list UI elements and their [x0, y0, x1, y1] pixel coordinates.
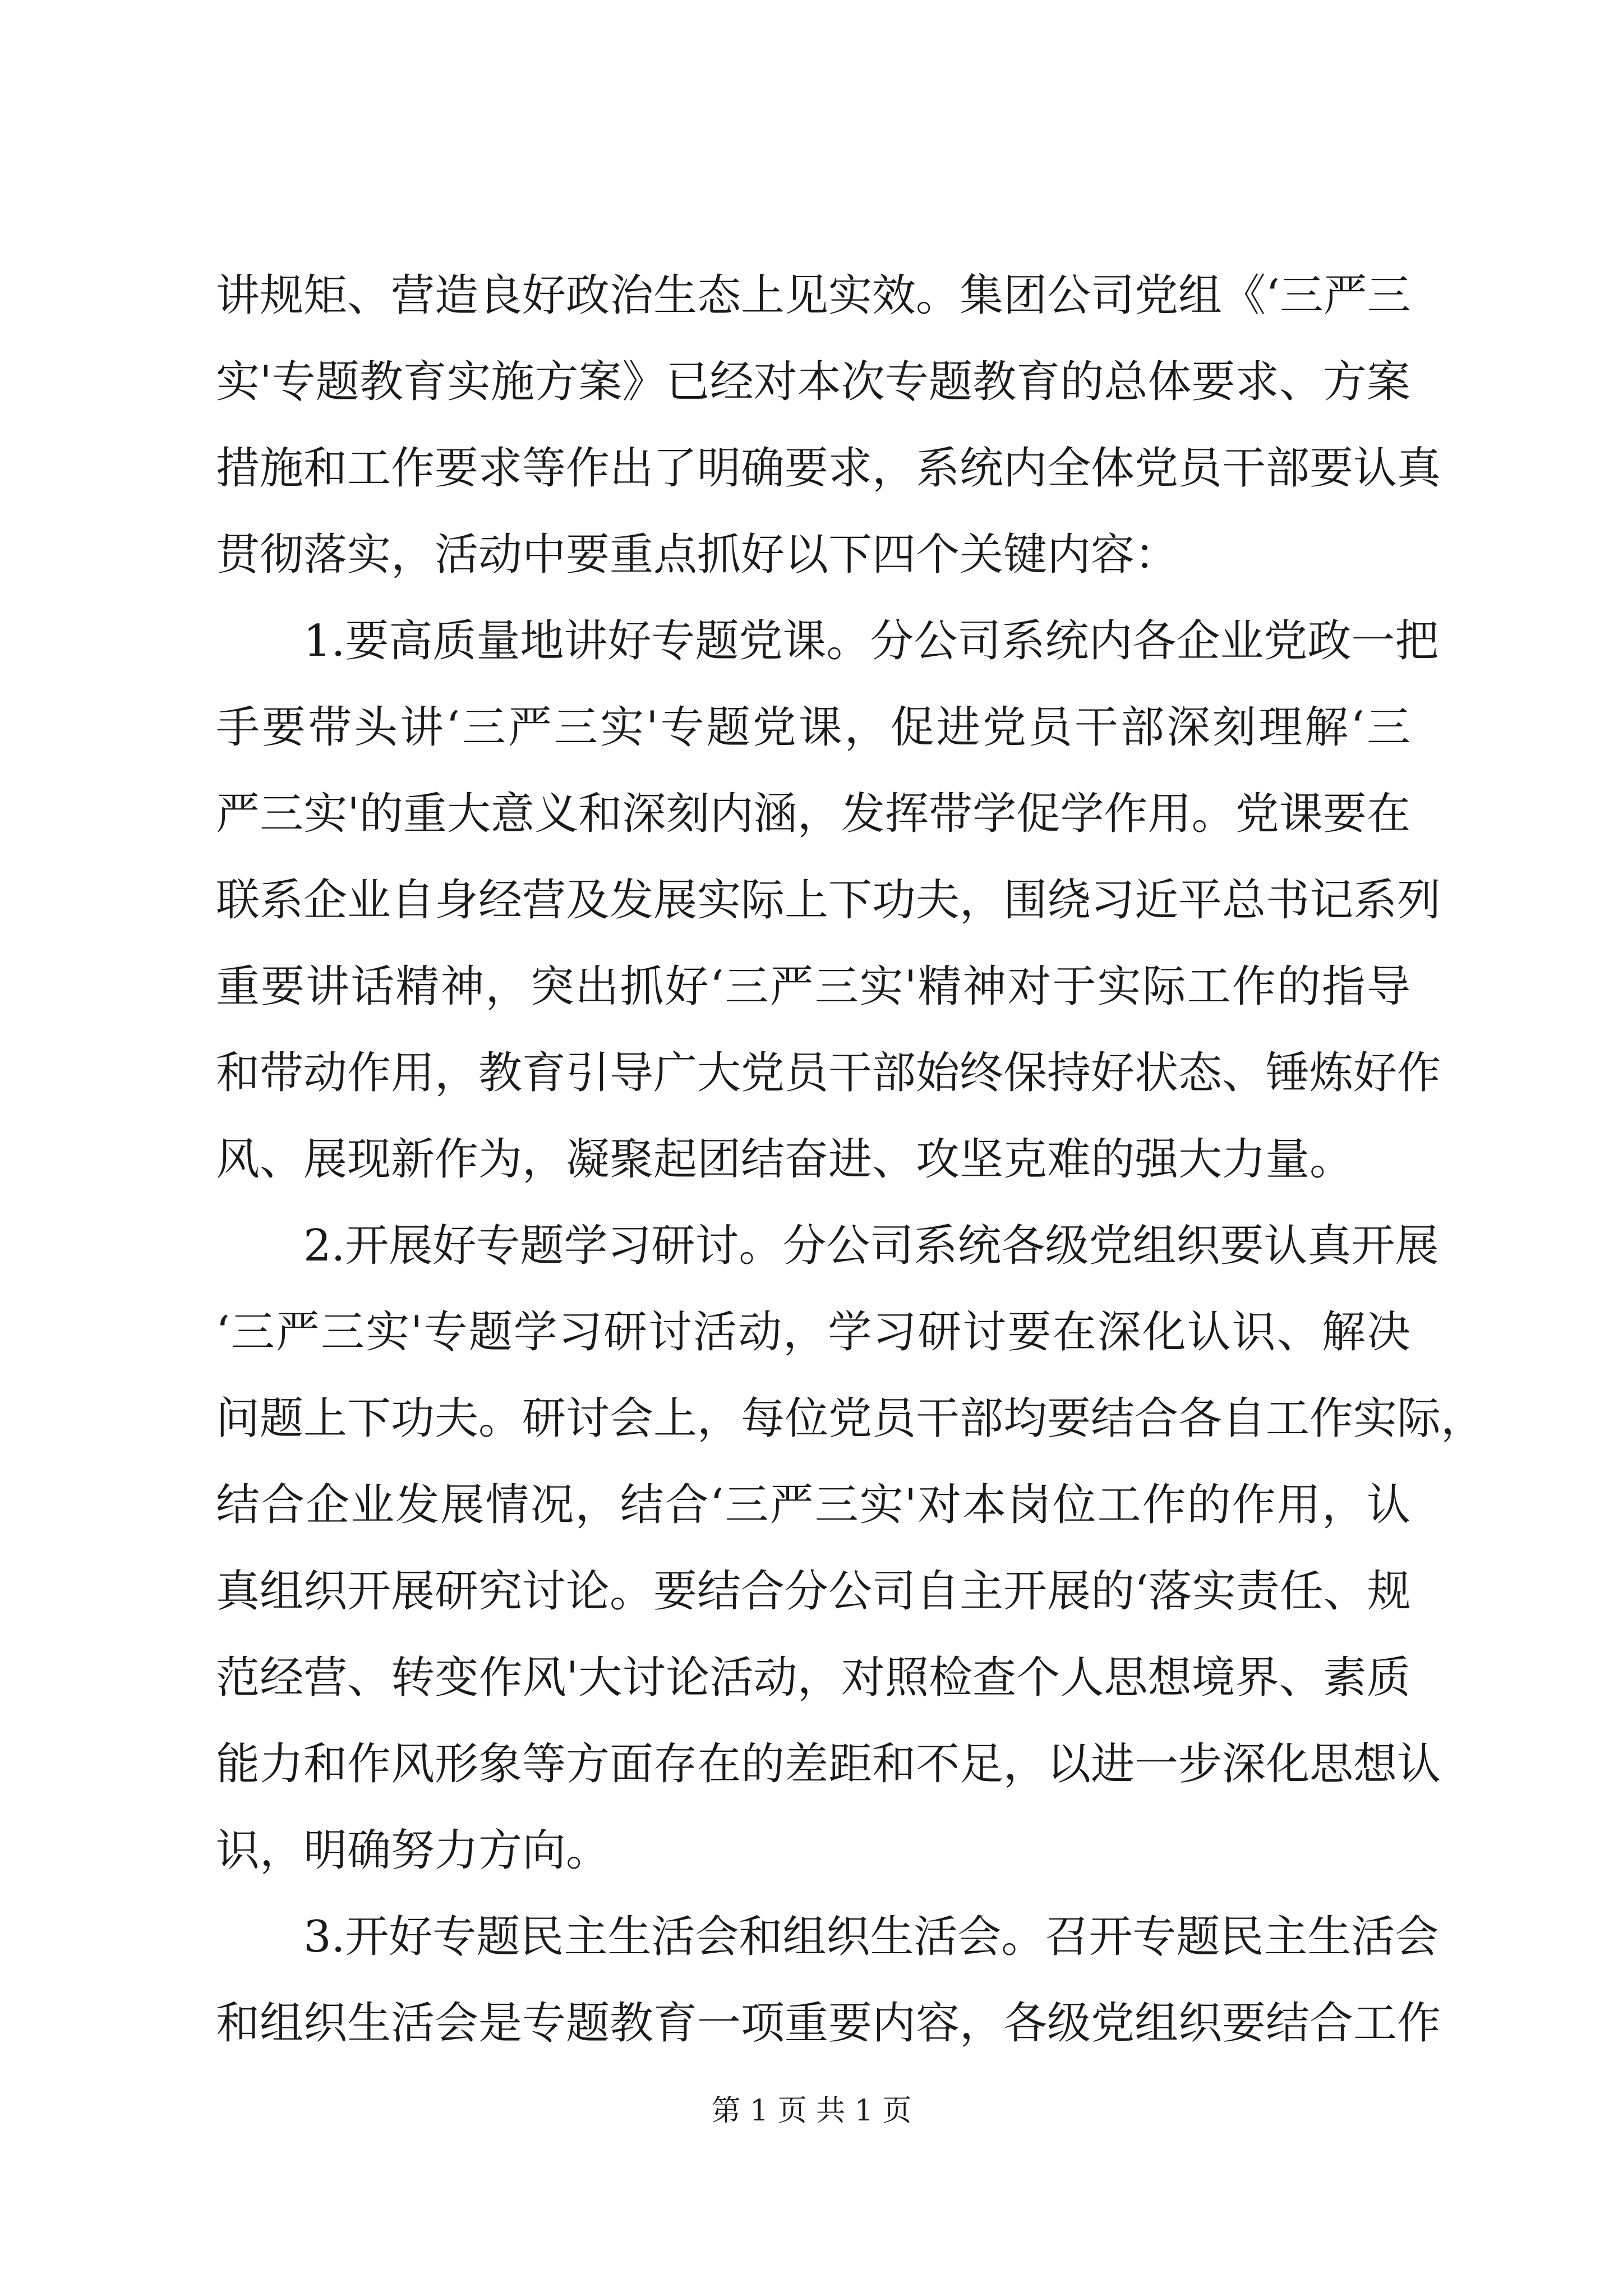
- text-line: 和组织生活会是专题教育一项重要内容，各级党组织要结合工作: [216, 1998, 1441, 2049]
- text-line: 3.开好专题民主生活会和组织生活会。召开专题民主生活会: [303, 1912, 1439, 1962]
- text-line: 问题上下功夫。研讨会上，每位党员干部均要结合各自工作实际，: [216, 1393, 1485, 1444]
- text-line: 重要讲话精神，突出抓好‘三严三实'精神对于实际工作的指导: [216, 961, 1410, 1012]
- text-line: 措施和工作要求等作出了明确要求，系统内全体党员干部要认真: [216, 443, 1441, 494]
- text-line: 贯彻落实，活动中要重点抓好以下四个关键内容：: [216, 530, 1179, 580]
- text-line: 真组织开展研究讨论。要结合分公司自主开展的‘落实责任、规: [216, 1566, 1411, 1617]
- text-line: 识，明确努力方向。: [216, 1825, 610, 1876]
- document-body: [216, 252, 1485, 2067]
- text-line: ‘三严三实'专题学习研讨活动，学习研讨要在深化认识、解决: [216, 1307, 1410, 1358]
- page-number-footer: 第 1 页 共 1 页: [711, 2094, 912, 2128]
- text-line: 能力和作风形象等方面存在的差距和不足，以进一步深化思想认: [216, 1739, 1441, 1789]
- text-line: 联系企业自身经营及发展实际上下功夫，围绕习近平总书记系列: [216, 875, 1441, 926]
- text-line: 讲规矩、营造良好政治生态上见实效。集团公司党组《‘三严三: [216, 270, 1411, 321]
- text-line: 风、展现新作为，凝聚起团结奋进、攻坚克难的强大力量。: [216, 1134, 1354, 1185]
- text-line: 实'专题教育实施方案》已经对本次专题教育的总体要求、方案: [216, 357, 1410, 407]
- text-line: 范经营、转变作风'大讨论活动，对照检查个人思想境界、素质: [216, 1653, 1410, 1703]
- text-line: 1.要高质量地讲好专题党课。分公司系统内各企业党政一把: [303, 616, 1439, 666]
- text-line: 结合企业发展情况，结合‘三严三实'对本岗位工作的作用，认: [216, 1480, 1410, 1530]
- text-line: 手要带头讲‘三严三实'专题党课，促进党员干部深刻理解‘三: [216, 702, 1410, 753]
- text-line: 严三实'的重大意义和深刻内涵，发挥带学促学作用。党课要在: [216, 789, 1410, 839]
- text-line: 2.开展好专题学习研讨。分公司系统各级党组织要认真开展: [303, 1221, 1439, 1271]
- text-line: 和带动作用，教育引导广大党员干部始终保持好状态、锤炼好作: [216, 1048, 1441, 1098]
